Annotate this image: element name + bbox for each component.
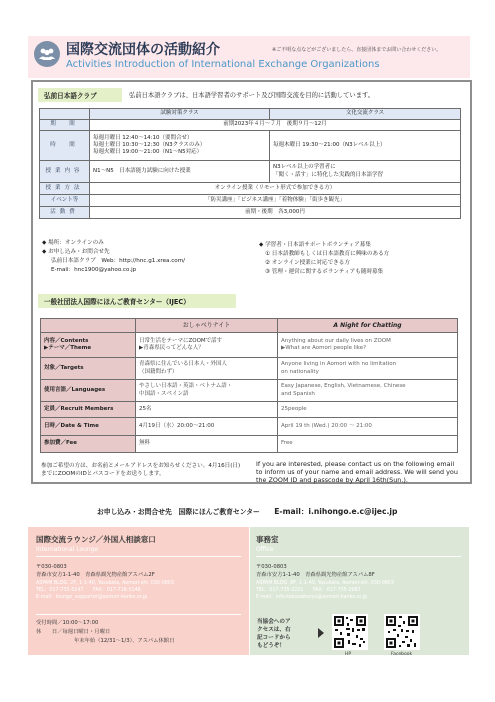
row-label-time: 時 間: [40, 131, 90, 161]
col-header-exam: 試験対策クラス: [90, 109, 270, 120]
people-icon: [34, 41, 60, 67]
office-subtitle: Office: [256, 546, 274, 553]
qr-label-hp: HP: [345, 652, 352, 657]
ijec-table-corner: [41, 319, 136, 333]
targets-jp: 青森県に住んでいる日本人・外国人 （国籍問わず）: [136, 358, 278, 380]
time-culture: 毎週木曜日 19:30〜21:00（N3レベル以上）: [270, 131, 461, 161]
office-access: [257, 618, 291, 650]
lounge-subtitle: International Lounge: [36, 546, 99, 553]
office-address-en: ASPAM BLDG. 8F, 1-1-40, Yasukata, Aomori-shi, 030-0803: [256, 581, 394, 586]
row-label-contents: 内容／Contents ▶テーマ／Theme: [41, 333, 136, 358]
club-name: 弘前日本語クラブ: [44, 92, 97, 100]
fee-jp: 無料: [136, 436, 278, 453]
lounge-divider-2: [36, 614, 241, 615]
method-value: オンライン授業（リモート形式で参加できる方）: [90, 183, 461, 195]
row-label-method: 授業方法: [40, 183, 90, 195]
time-exam: [90, 131, 270, 161]
date-en: April 19 th (Wed.) 20:00 〜 21:00: [278, 418, 458, 436]
ijec-event-table: [40, 318, 458, 453]
ijec-contact-email[interactable]: E-mail：i.nihongo.e.c@ijec.jp: [274, 507, 398, 516]
languages-jp: やさしい日本語・英語・ベトナム語・ 中国語・スペイン語: [136, 380, 278, 402]
fee-en: Free: [278, 436, 458, 453]
row-label-fee: 活動費: [40, 207, 90, 219]
volunteer-2: ② オンライン授業に対応できる方: [265, 260, 350, 266]
content-exam: N1〜N5 日本語能力試験に向けた授業: [90, 161, 270, 183]
lounge-address-en: ASPAM BLDG. 2F, 1-1-40, Yasukata, Aomori-shi, 030-0803: [36, 581, 174, 586]
arrow-right-icon: [318, 628, 324, 638]
page-subtitle: Activities Introduction of International Exchange Organizations: [66, 59, 380, 70]
col-header-chat-en: A Night for Chatting: [278, 319, 458, 333]
row-label-fee-ijec: 参加費／Fee: [41, 436, 136, 453]
period-value: 前期2023年４月〜７月 後期９月〜12月: [90, 120, 461, 131]
lounge-zip: 〒030-0803: [36, 564, 67, 570]
access-line-4: もどうぞ！: [257, 643, 285, 649]
lounge-holiday-2: 年末年始（12/31〜1/3）、アスパム休館日: [74, 638, 175, 644]
event-value: 「防災講座」「ビジネス講座」「着物体験」「街歩き観光」: [90, 195, 461, 207]
row-label-date: 日時／Date & Time: [41, 418, 136, 436]
table-corner: [40, 109, 90, 120]
header-note: ※ご不明な点などがございましたら、直接団体までお問い合わせください。: [272, 47, 442, 53]
contents-en: Anything about our daily lives on ZOOM ▶What are Aomori people like?: [278, 333, 458, 358]
members-en: 25people: [278, 402, 458, 418]
lounge-hours: 受付時間／10:00〜17:00: [36, 620, 99, 626]
volunteer-3: ③ 管理・運営に関するボランティアも随時募集: [265, 269, 384, 275]
row-label-content: 授業内容: [40, 161, 90, 183]
languages-en: Easy Japanese, English, Vietnamese, Chinese and Spanish: [278, 380, 458, 402]
club-schedule-table: [39, 108, 461, 219]
fee-value: 前期・後期 各3,000円: [90, 207, 461, 219]
club-web[interactable]: 弘前日本語クラブ Web：http://hnc.g1.xrea.com/: [51, 258, 186, 264]
row-label-period: 期 間: [40, 120, 90, 131]
ijec-contact: [97, 506, 397, 517]
lounge-tel: TEL：017-735-5147 FAX：017-718-5148: [36, 588, 141, 593]
qr-icon: [332, 614, 368, 650]
row-label-members: 定員／Recruit Members: [41, 402, 136, 418]
office-divider: [256, 556, 461, 557]
lounge-holiday-1: 休 日／毎週日曜日・月曜日: [36, 629, 111, 635]
time-exam-1: 毎週月曜日 12:40〜14:10（要問合せ）: [93, 134, 193, 141]
office-tel: TEL：017-735-2221 FAX：017-735-2067: [256, 588, 361, 593]
access-line-2: クセスは、右: [257, 627, 291, 633]
qr-code-facebook[interactable]: [384, 614, 420, 650]
col-header-culture: 文化交流クラス: [270, 109, 461, 120]
targets-en: Anyone living in Aomori with no limitation on nationality: [278, 358, 458, 380]
club-place: ◆ 場所：オンラインのみ: [42, 240, 104, 246]
ijec-note-en: If you are interested, please contact us on the following email to inform us of your name and email address. We will send you the ZOOM ID and passcode by April 16th(Sun.).: [256, 460, 458, 484]
office-email[interactable]: E-mail：info.kokusaikoryu@aomori-kanko.or.jp: [256, 595, 367, 600]
qr-icon: [384, 614, 420, 650]
access-line-1: 当協会へのア: [257, 619, 291, 625]
qr-code-hp[interactable]: [332, 614, 368, 650]
lounge-divider: [36, 556, 241, 557]
row-label-event: イベント等: [40, 195, 90, 207]
lounge-address: 青森市安方1-1-40 青森県観光物産館アスパム2F: [36, 572, 155, 578]
col-header-chat-jp: おしゃべりナイト: [136, 319, 278, 333]
volunteer-title: ◆ 学習者・日本語サポートボランティア募集: [259, 242, 371, 248]
qr-label-facebook: Facebook: [391, 652, 413, 657]
club-apply: ◆ お申し込み・お問合せ先: [42, 249, 110, 255]
access-line-3: 記コードから: [257, 635, 291, 641]
office-address: 青森市安方1-1-40 青森県観光物産館アスパム8F: [256, 572, 375, 578]
members-jp: 25名: [136, 402, 278, 418]
date-jp: 4月19日（水）20:00〜21:00: [136, 418, 278, 436]
page-title: 国際交流団体の活動紹介: [66, 42, 220, 58]
contents-jp: 日常生活をテーマにZOOMで話す ▶青森県民ってどんな人？: [136, 333, 278, 358]
ijec-note-jp: 参加ご希望の方は、お名前とメールアドレスをお知らせください。4月16日(日)までにZOOMのIDとパスコードをお送りします。: [41, 463, 241, 477]
time-exam-2: 毎週土曜日 10:30〜12:30（N3クラスのみ）: [93, 141, 206, 148]
club-description: 弘前日本語クラブは、日本語学習者のサポート及び国際交流を目的に活動しています。: [129, 92, 375, 99]
row-label-targets: 対象／Targets: [41, 358, 136, 380]
header-banner: [28, 36, 470, 78]
content-culture-1: N3レベル以上の学習者に: [273, 164, 336, 171]
content-culture: [270, 161, 461, 183]
volunteer-1: ① 日本語教師もしくは日本語教育に興味のある方: [265, 251, 390, 257]
ijec-contact-label: お申し込み・お問合せ先 国際にほんご教育センター: [97, 508, 260, 516]
club-email[interactable]: E-mail：hnc1900@yahoo.co.jp: [51, 267, 137, 273]
office-title: 事務室: [256, 535, 279, 544]
content-culture-2: 「聞く・話す」に特化した実践的日本語学習: [273, 171, 384, 178]
office-zip: 〒030-0803: [256, 564, 287, 570]
row-label-languages: 使用言語／Languages: [41, 380, 136, 402]
lounge-title: 国際交流ラウンジ／外国人相談窓口: [36, 535, 156, 544]
lounge-email[interactable]: E-mail：lounge_supporter@aomori-kanko.or.jp: [36, 595, 148, 600]
ijec-name: 一般社団法人国際にほんご教育センター（IJEC）: [44, 298, 190, 306]
time-exam-3: 毎週火曜日 19:00〜21:00（N1〜N5対応）: [93, 149, 203, 156]
